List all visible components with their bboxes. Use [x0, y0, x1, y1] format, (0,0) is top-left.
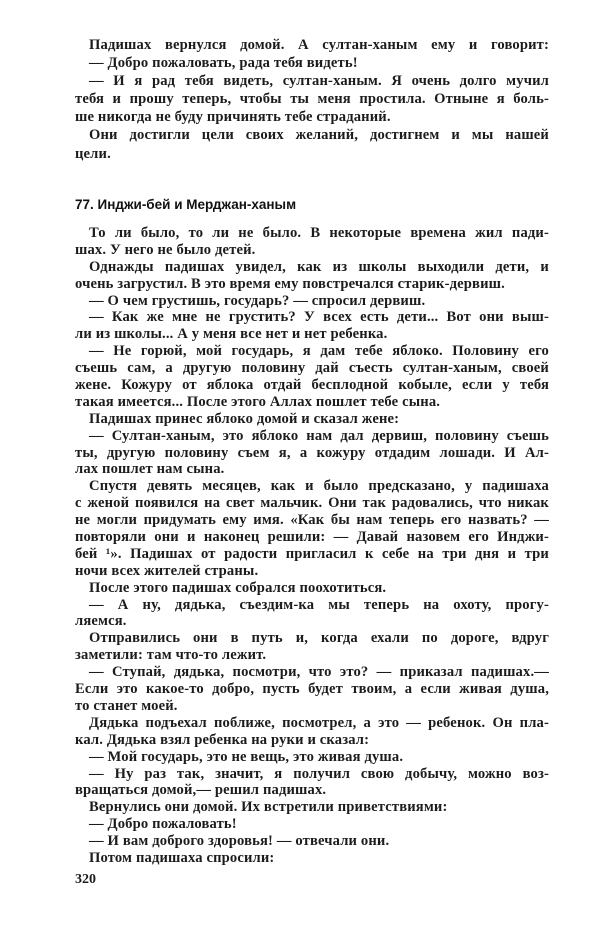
page-number: 320	[75, 872, 96, 887]
text-line: Вернулись они домой. Их встретили приветствиями:	[89, 799, 448, 816]
text-line: Однажды падишах увидел, как из школы выходили дети, и	[89, 258, 549, 275]
paragraph	[75, 833, 549, 850]
paragraph	[75, 630, 549, 664]
text-line: то станет моей.	[75, 697, 178, 714]
paragraph	[75, 715, 549, 749]
text-line: Отправились они в путь и, когда ехали по дороге, вдруг	[89, 630, 549, 647]
text-line: — Добро пожаловать, рада тебя видеть!	[89, 55, 358, 72]
paragraph	[75, 850, 549, 867]
text-line: — Как же мне не грустить? У всех есть дети... Вот они выш-	[89, 309, 549, 326]
text-line: повторяли они и наконец решили: — Давай назовем его Инджи-	[75, 529, 549, 546]
paragraph	[75, 259, 549, 293]
text-line: не могли придумать ему имя. «Как бы нам теперь его назвать? —	[75, 512, 549, 529]
paragraph	[75, 126, 549, 162]
text-line: Если это какое-то добро, пусть будет твоим, а если живая душа,	[75, 681, 549, 698]
paragraph	[75, 749, 549, 766]
text-line: — А ну, дядька, съездим-ка мы теперь на охоту, прогу-	[89, 596, 549, 613]
text-line: ты, другую половину съем я, а кожуру отдадим лошади. И Ал-	[75, 444, 549, 461]
text-line: кал. Дядька взял ребенка на руки и сказал:	[75, 731, 370, 748]
paragraph	[75, 411, 549, 428]
paragraph	[75, 580, 549, 597]
text-line: — Султан-ханым, это яблоко нам дал дервиш, половину съешь	[89, 427, 549, 444]
paragraph	[75, 309, 549, 343]
text-line: — Ну раз так, значит, я получил свою добычу, можно воз-	[89, 765, 549, 782]
text-line: — Мой государь, это не вещь, это живая душа.	[89, 748, 404, 765]
text-line: Падишах вернулся домой. А султан-ханым ему и говорит:	[89, 37, 549, 53]
previous-story-ending	[75, 36, 549, 163]
text-line: — И я рад тебя видеть, султан-ханым. Я очень долго мучил	[89, 73, 549, 90]
paragraph	[75, 597, 549, 631]
paragraph	[75, 54, 549, 72]
text-line: — Добро пожаловать!	[89, 816, 237, 833]
text-line: Падишах принес яблоко домой и сказал жене:	[89, 410, 400, 427]
text-line: жене. Кожуру от яблока отдай бесплодной кобыле, если у тебя	[75, 377, 549, 394]
paragraph	[75, 766, 549, 800]
text-line: Они достигли цели своих желаний, достигнем и мы нашей	[89, 127, 549, 144]
text-line: Потом падишаха спросили:	[89, 849, 275, 866]
text-line: съешь сам, а другую половину дай съесть султан-ханым, своей	[75, 360, 549, 377]
text-line: шах. У него не было детей.	[75, 241, 256, 258]
paragraph	[75, 293, 549, 310]
paragraph	[75, 816, 549, 833]
paragraph	[75, 428, 549, 479]
text-line: бей ¹». Падишах от радости пригласил к себе на три дня и три	[75, 545, 549, 562]
text-line: — Ступай, дядька, посмотри, что это? — приказал падишах.—	[89, 664, 549, 681]
text-line: цели.	[75, 145, 111, 162]
text-line: ночи всех жителей страны.	[75, 562, 259, 579]
paragraph	[75, 478, 549, 579]
text-line: — Не горюй, мой государь, я дам тебе яблоко. Половину его	[89, 343, 549, 360]
paragraph	[75, 225, 549, 259]
text-line: Спустя девять месяцев, как и было предсказано, у падишаха	[89, 478, 549, 495]
paragraph	[75, 36, 549, 54]
text-line: После этого падишах собрался поохотиться.	[89, 579, 387, 596]
text-line: ли из школы... А у меня все нет и нет ребенка.	[75, 326, 388, 343]
text-line: лах пошлет нам сына.	[75, 461, 225, 478]
text-line: с женой появился на свет мальчик. Они так радовались, что никак	[75, 495, 549, 512]
text-line: — О чем грустишь, государь? — спросил дервиш.	[89, 292, 426, 309]
text-line: — И вам доброго здоровья! — отвечали они.	[89, 833, 390, 850]
text-line: очень загрустил. В это время ему повстречался старик-дервиш.	[75, 275, 505, 292]
text-line: ше никогда не буду причинять тебе страданий.	[75, 109, 391, 126]
text-line: ляемся.	[75, 613, 127, 630]
paragraph	[75, 343, 549, 411]
text-line: тебя и прошу теперь, чтобы ты меня простила. Отныне я боль-	[75, 91, 549, 108]
story-title: 77. Инджи-бей и Мерджан-ханым	[75, 197, 297, 212]
paragraph	[75, 799, 549, 816]
text-line: вращаться домой,— решил падишах.	[75, 782, 327, 799]
story-text	[75, 225, 549, 867]
text-line: То ли было, то ли не было. В некоторые времена жил пади-	[89, 225, 549, 241]
paragraph	[75, 664, 549, 715]
text-line: заметили: там что-то лежит.	[75, 647, 267, 664]
paragraph	[75, 72, 549, 126]
text-line: такая имеется... После этого Аллах пошлет тебе сына.	[75, 393, 441, 410]
text-line: Дядька подъехал поближе, посмотрел, а это — ребенок. Он пла-	[89, 714, 549, 731]
